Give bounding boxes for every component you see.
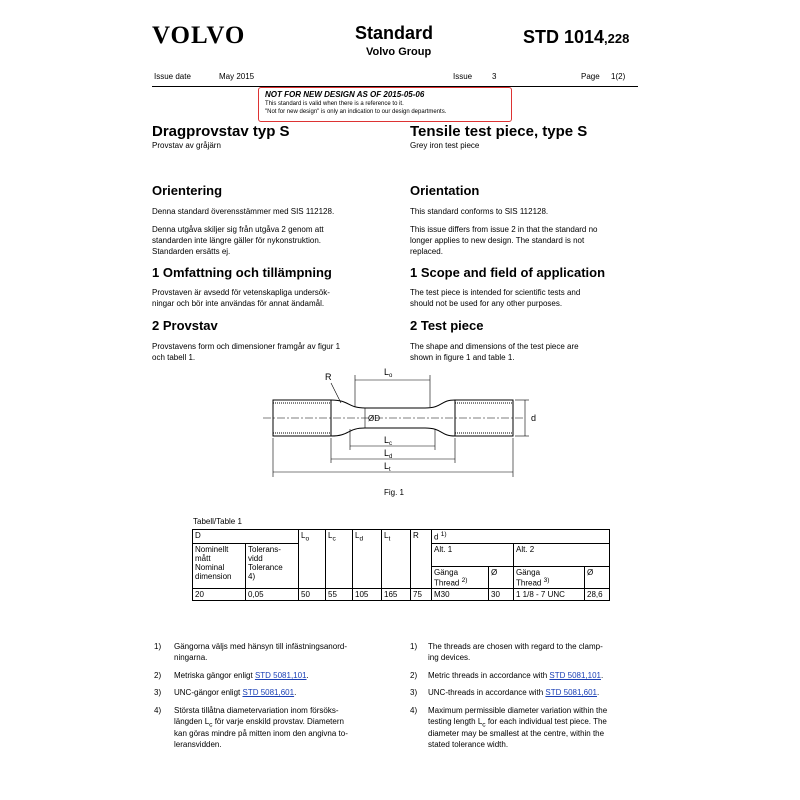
fn-en-3-num: 3) [410, 688, 418, 697]
fn-sv-3-num: 3) [154, 688, 162, 697]
ld-label-sub: d [389, 454, 393, 460]
cell-alt2-dia: 28,6 [585, 589, 610, 601]
col-alt1-dia: Ø [489, 566, 514, 589]
standard-number-suffix: ,228 [604, 31, 630, 46]
table-caption: Tabell/Table 1 [193, 517, 242, 526]
heading-test-piece: 2 Test piece [410, 318, 484, 333]
piece-text-en-a: The shape and dimensions of the test piece are [410, 342, 579, 351]
page-label: Page [581, 72, 600, 81]
lo-label-sub: o [389, 373, 393, 379]
issue-date-label: Issue date [154, 72, 191, 81]
dimension-table [192, 529, 610, 601]
lc-label-sub: c [389, 441, 393, 447]
cell-tolerance: 0,05 [246, 589, 299, 601]
scope-text-en-b: should not be used for any other purposes. [410, 299, 563, 308]
alt1-ganga: Gänga [434, 567, 459, 577]
D-label: ØD [368, 414, 380, 423]
heading-provstav: 2 Provstav [152, 318, 218, 333]
orient-text-en-2c: replaced. [410, 247, 443, 256]
col-d [432, 530, 610, 544]
title-swedish: Dragprovstav typ S [152, 123, 290, 140]
lt-label [384, 461, 391, 473]
table-data-row [193, 589, 610, 601]
lt-label-sub: t [389, 467, 391, 473]
fn-en-2-text: Metric threads in accordance with [428, 671, 550, 680]
figure-caption: Fig. 1 [384, 488, 405, 497]
test-piece-drawing [255, 365, 545, 485]
alt2-thread [516, 577, 582, 588]
standard-number-main: STD 1014 [523, 27, 605, 47]
piece-text-en-b: shown in figure 1 and table 1. [410, 353, 515, 362]
radius-label: R [325, 372, 332, 382]
cell-alt1-thread: M30 [432, 589, 489, 601]
fn-en-4-b-rest: for each individual test piece. The [485, 717, 607, 726]
col-Lt-sub: t [388, 535, 391, 543]
nominal-line-4: dimension [195, 571, 232, 581]
fn-sv-1-num: 1) [154, 642, 162, 651]
cell-R: 75 [411, 589, 432, 601]
heading-orientation: Orientation [410, 183, 480, 198]
fn-en-4-d: stated tolerance width. [428, 740, 509, 749]
fn-sv-4-a: Största tillåtna diametervariation inom försöks- [174, 706, 339, 715]
lt-label-main: L [384, 461, 390, 471]
issue-number: 3 [492, 72, 497, 81]
scope-text-sv-a: Provstaven är avsedd för vetenskapliga undersök- [152, 288, 330, 297]
nominal-line-1: Nominellt [195, 544, 229, 554]
col-alt2-thread [514, 566, 585, 589]
col-Lc-sub: c [332, 535, 336, 543]
lo-label [384, 367, 393, 379]
orient-text-en-2b: longer applies to new design. The standard is not [410, 236, 585, 245]
document-owner: Volvo Group [366, 46, 432, 58]
body-upper-profile [331, 400, 455, 408]
std-5081-601-link-sv[interactable]: STD 5081,601 [242, 688, 295, 697]
fn-en-4-c: diameter may be smallest at the centre, within the [428, 729, 605, 738]
col-Ld [353, 530, 382, 589]
ld-label [384, 448, 392, 460]
std-5081-101-link-sv[interactable]: STD 5081,101 [254, 671, 307, 680]
orient-text-en-1: This standard conforms to SIS 112128. [410, 207, 549, 216]
volvo-logo: VOLVO [152, 22, 246, 49]
fn-sv-3-text: UNC-gängor enligt [174, 688, 243, 697]
col-Ld-main: L [355, 531, 360, 540]
body-lower-profile [331, 428, 455, 436]
document-type: Standard [355, 23, 434, 43]
orient-text-sv-2a: Denna utgåva skiljer sig från utgåva 2 genom att [152, 225, 324, 234]
notice-line-3: "Not for new design" is only an indication to our design departments. [265, 109, 447, 115]
subtitle-swedish: Provstav av gråjärn [152, 141, 221, 150]
ld-label-main: L [384, 448, 390, 458]
orient-text-sv-2c: Standarden ersätts ej. [152, 247, 231, 256]
std-5081-101-link-en[interactable]: STD 5081,101 [549, 671, 601, 680]
col-d-main: d [434, 532, 439, 542]
cell-Lo: 50 [299, 589, 326, 601]
fn-sv-3-end: . [294, 688, 297, 697]
col-Lc-main: L [328, 531, 333, 540]
tolerance-line-4: 4) [248, 571, 256, 581]
piece-text-sv-b: och tabell 1. [152, 353, 196, 362]
fn-en-3-end: . [596, 688, 600, 697]
issue-label: Issue [453, 72, 473, 81]
nominal-line-2: mått [195, 553, 211, 563]
alt2-ganga: Gänga [516, 567, 541, 577]
col-Lo [299, 530, 326, 589]
withdrawal-notice [258, 87, 512, 122]
alt2-thread-label: Thread [516, 578, 542, 588]
fn-en-2-num: 2) [410, 671, 418, 680]
d-label: d [531, 413, 537, 423]
scope-text-sv-b: ningar och bör inte användas för annat ändamål. [152, 299, 325, 308]
fn-sv-4-num: 4) [154, 706, 162, 715]
fn-en-2 [428, 670, 603, 681]
fn-en-4-num: 4) [410, 706, 418, 715]
col-Ld-sub: d [359, 535, 364, 543]
cell-Lc: 55 [326, 589, 353, 601]
col-R: R [411, 530, 432, 589]
notice-line-2: This standard is valid when there is a reference to it. [265, 101, 404, 107]
cell-Ld: 105 [353, 589, 382, 601]
tolerance-line-3: Tolerance [248, 562, 283, 572]
fn-sv-1-b: ningarna. [174, 653, 208, 662]
fn-en-3-text: UNC-threads in accordance with [428, 688, 546, 697]
orient-text-en-2a: This issue differs from issue 2 in that the standard no [410, 225, 598, 234]
fn-en-1-b: ing devices. [428, 653, 471, 662]
heading-scope: 1 Scope and field of application [410, 265, 606, 280]
cell-alt2-thread: 1 1/8 - 7 UNC [514, 589, 585, 601]
col-alt2-dia: Ø [585, 566, 610, 589]
fn-en-2-end: . [600, 671, 604, 680]
fn-sv-1-a: Gängorna väljs med hänsyn till infästningsanord- [174, 642, 347, 651]
notice-headline: NOT FOR NEW DESIGN AS OF 2015-05-06 [265, 90, 425, 99]
orient-text-sv-1: Denna standard överensstämmer med SIS 112128. [152, 207, 335, 216]
fn-sv-4-b-sub: c [209, 721, 213, 729]
cell-Lt: 165 [382, 589, 411, 601]
fn-sv-2-end: . [306, 671, 309, 680]
fn-en-4-b-text: testing length L [428, 717, 483, 726]
fn-en-4-b-sub: c [482, 721, 486, 729]
alt1-thread [434, 577, 486, 588]
std-5081-601-link-en[interactable]: STD 5081,601 [545, 688, 597, 697]
fn-sv-2 [174, 670, 309, 681]
fn-sv-4-c: kan göras mindre på mitten inom den angivna to- [174, 729, 348, 738]
table-header-row-1 [193, 530, 610, 544]
scope-text-en-a: The test piece is intended for scientific tests and [410, 288, 581, 297]
page-number: 1(2) [611, 72, 626, 81]
col-alt1: Alt. 1 [432, 543, 514, 566]
fn-sv-4-b-rest: för varje enskild provstav. Diametern [212, 717, 344, 726]
heading-omfattning: 1 Omfattning och tillämpning [152, 265, 332, 280]
fn-sv-2-text: Metriska gängor enligt [174, 671, 255, 680]
heading-orientering: Orientering [152, 183, 223, 198]
col-tolerance [246, 543, 299, 589]
fn-sv-4-d: leransvidden. [174, 740, 222, 749]
fn-sv-4-b-text: längden L [174, 717, 210, 726]
alt2-thread-footnote: 3) [543, 576, 550, 584]
col-d-footnote: 1) [440, 531, 447, 538]
col-Lo-sub: o [305, 535, 310, 543]
fn-sv-2-num: 2) [154, 671, 162, 680]
fn-en-3 [428, 687, 599, 698]
lc-label-main: L [384, 435, 390, 445]
subtitle-english: Grey iron test piece [410, 141, 480, 150]
piece-text-sv-a: Provstavens form och dimensioner framgår av figur 1 [152, 342, 341, 351]
col-Lt [382, 530, 411, 589]
fn-en-4-a: Maximum permissible diameter variation within the [428, 706, 608, 715]
title-english: Tensile test piece, type S [410, 123, 588, 140]
fn-sv-3 [174, 687, 296, 698]
alt1-thread-label: Thread [434, 578, 460, 588]
orient-text-sv-2b: standarden inte längre gäller för nykonstruktion. [152, 236, 321, 245]
alt1-thread-footnote: 2) [461, 576, 468, 584]
cell-alt1-dia: 30 [489, 589, 514, 601]
standard-number [523, 27, 629, 48]
lo-label-main: L [384, 367, 390, 377]
cell-nominal: 20 [193, 589, 246, 601]
issue-date: May 2015 [219, 72, 255, 81]
col-Lc [326, 530, 353, 589]
col-Lt-main: L [384, 531, 389, 540]
col-Lo-main: L [301, 531, 306, 540]
lc-label [384, 435, 392, 447]
tolerance-line-2: vidd [248, 553, 263, 563]
col-alt1-thread [432, 566, 489, 589]
tolerance-line-1: Tolerans- [248, 544, 281, 554]
fn-en-1-a: The threads are chosen with regard to the clamp- [428, 642, 603, 651]
fn-en-1-num: 1) [410, 642, 418, 651]
col-D: D [193, 530, 299, 544]
nominal-line-3: Nominal [195, 562, 225, 572]
col-alt2: Alt. 2 [514, 543, 610, 566]
col-nominal [193, 543, 246, 589]
